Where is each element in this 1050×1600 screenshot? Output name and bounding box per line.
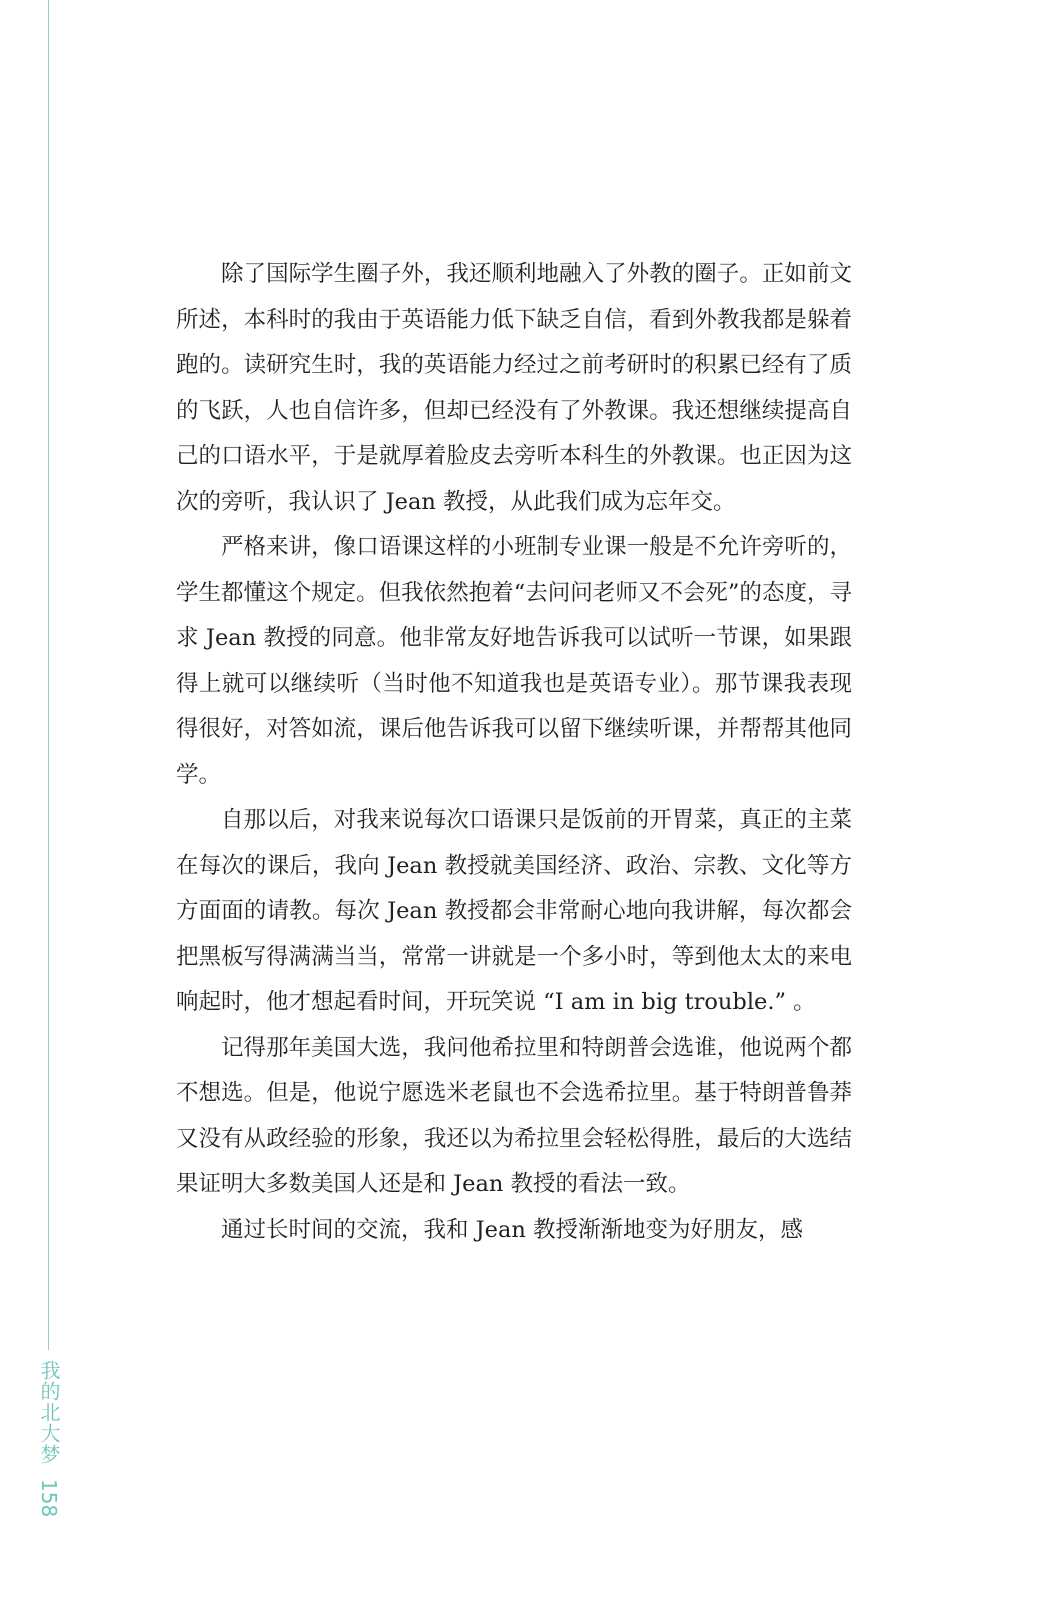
paragraph: 通过长时间的交流，我和 Jean 教授渐渐地变为好朋友，感 <box>221 1216 804 1243</box>
margin-rule <box>48 0 49 1350</box>
paragraph: 严格来讲，像口语课这样的小班制专业课一般是不允许旁听的，学生都懂这个规定。但我依然抱着“去问问老师又不会死”的态度，寻求 Jean 教授的同意。他非常友好地告诉我可以试听一节课，如果跟得上就可以继续听（当时他不知道我也是英语专业）。那节课我表现得很好，对答如流，课后他告诉我可以留下继续听课，并帮帮其他同学。 <box>176 534 852 788</box>
running-head <box>36 1360 62 1517</box>
body-text <box>176 252 852 1253</box>
paragraph: 记得那年美国大选，我问他希拉里和特朗普会选谁，他说两个都不想选。但是，他说宁愿选米老鼠也不会选希拉里。基于特朗普鲁莽又没有从政经验的形象，我还以为希拉里会轻松得胜，最后的大选结果证明大多数美国人还是和 Jean 教授的看法一致。 <box>176 1034 852 1197</box>
page-number: 158 <box>37 1479 61 1518</box>
paragraph: 除了国际学生圈子外，我还顺利地融入了外教的圈子。正如前文所述，本科时的我由于英语能力低下缺乏自信，看到外教我都是躲着跑的。读研究生时，我的英语能力经过之前考研时的积累已经有了质的飞跃，人也自信许多，但却已经没有了外教课。我还想继续提高自己的口语水平，于是就厚着脸皮去旁听本科生的外教课。也正因为这次的旁听，我认识了 Jean 教授，从此我们成为忘年交。 <box>176 261 852 515</box>
paragraph: 自那以后，对我来说每次口语课只是饭前的开胃菜，真正的主菜在每次的课后，我向 Jean 教授就美国经济、政治、宗教、文化等方方面面的请教。每次 Jean 教授都会非常耐心地向我讲解，每次都会把黑板写得满满当当，常常一讲就是一个多小时，等到他太太的来电响起时，他才想起看时间，开玩笑说 “I am in big trouble.” 。 <box>176 807 852 1015</box>
book-title: 我的北大梦 <box>37 1360 61 1465</box>
